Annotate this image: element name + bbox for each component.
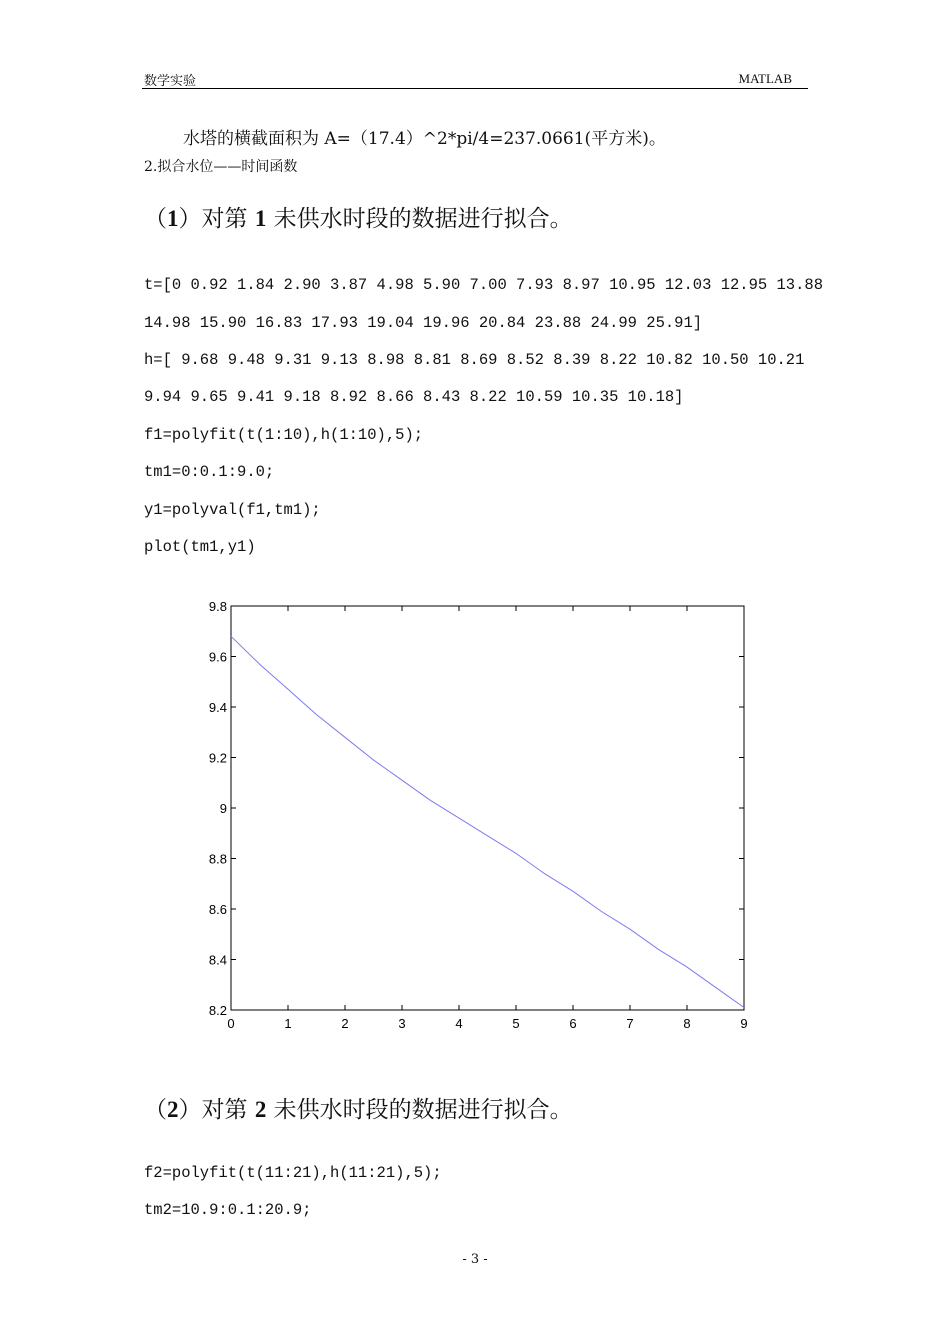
x-tick-label: 6 [569,1016,577,1031]
code-line: f1=polyfit(t(1:10),h(1:10),5); [144,426,424,444]
x-tick-label: 2 [341,1016,349,1031]
code-line: f2=polyfit(t(11:21),h(11:21),5); [144,1164,442,1182]
y-tick-label: 9.6 [208,649,227,665]
header-rule [142,88,808,89]
line-chart [190,592,770,1042]
x-tick-label: 8 [683,1016,691,1031]
code-line: tm2=10.9:0.1:20.9; [144,1201,312,1219]
section-heading: 2.拟合水位——时间函数 [144,159,298,175]
header-left-title: 数学实验 [144,74,197,89]
x-tick-label: 1 [284,1016,292,1031]
page-number: - 3 - [462,1252,488,1267]
sub1-post: 未供水时段的数据进行拟合。 [266,206,573,232]
code-line: 9.94 9.65 9.41 9.18 8.92 8.66 8.43 8.22 10.59 10.35 10.18] [144,388,684,406]
sub2-bold: 2 [254,1097,267,1122]
paragraph-area: 水塔的横截面积为 A=（17.4）^2*pi/4=237.0661(平方米)。 [183,129,666,149]
sub1-bold: 1 [254,206,267,231]
plot-frame [231,606,744,1010]
sub2-number: 2 [167,1097,179,1122]
code-line: plot(tm1,y1) [144,538,256,556]
x-tick-label: 3 [398,1016,406,1031]
x-tick-label: 7 [626,1016,634,1031]
x-tick-label: 5 [512,1016,520,1031]
y-tick-label: 9.4 [208,700,227,715]
code-line: tm1=0:0.1:9.0; [144,463,275,481]
sub1-pre: （ [144,206,167,232]
sub2-pre: （ [144,1097,167,1123]
y-tick-label: 8.2 [208,1003,227,1018]
code-line: h=[ 9.68 9.48 9.31 9.13 8.98 8.81 8.69 8.52 8.39 8.22 10.82 10.50 10.21 [144,351,805,369]
sub2-mid: ）对第 [178,1097,255,1123]
sub2-post: 未供水时段的数据进行拟合。 [266,1097,573,1123]
x-tick-label: 4 [455,1016,463,1031]
y-tick-label: 8.4 [208,952,227,968]
y-tick-label: 9 [219,801,227,816]
x-tick-label: 9 [740,1016,748,1031]
subheading-1 [144,200,573,233]
y-tick-label: 8.6 [208,902,227,917]
y-tick-label: 9.2 [208,750,227,766]
sub1-number: 1 [167,206,179,231]
sub1-mid: ）对第 [178,206,255,232]
y-tick-label: 8.8 [208,851,227,867]
code-line: 14.98 15.90 16.83 17.93 19.04 19.96 20.84 23.88 24.99 25.91] [144,314,703,332]
code-line: t=[0 0.92 1.84 2.90 3.87 4.98 5.90 7.00 7.93 8.97 10.95 12.03 12.95 13.88 [144,276,824,294]
code-line: y1=polyval(f1,tm1); [144,501,321,519]
y-tick-label: 9.8 [208,599,227,614]
header-right-title: MATLAB [738,71,792,86]
x-tick-label: 0 [227,1016,235,1031]
subheading-2 [144,1091,573,1124]
